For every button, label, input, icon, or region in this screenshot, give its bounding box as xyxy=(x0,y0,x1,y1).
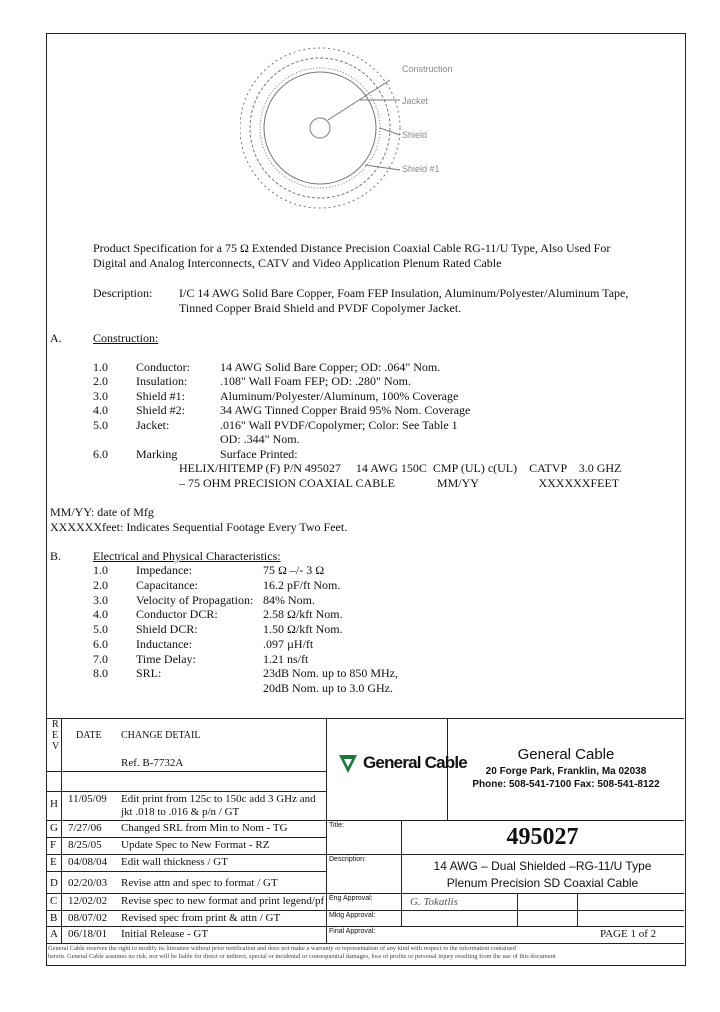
cable-description-line1: 14 AWG – Dual Shielded –RG-11/U Type xyxy=(433,859,652,873)
row-value: 1.21 ns/ft xyxy=(263,652,309,666)
row-number: 1.0 xyxy=(93,360,108,374)
eng-approval-signature: G. Tokatlis xyxy=(410,896,458,908)
cable-cross-section-diagram xyxy=(240,40,510,220)
row-label: Impedance: xyxy=(136,563,192,577)
description-field-label: Description: xyxy=(329,856,366,863)
row-value: Aluminum/Polyester/Aluminum, 100% Coverage xyxy=(220,389,459,403)
title-label: Title: xyxy=(329,822,344,829)
date-column-header: DATE xyxy=(76,730,102,741)
section-a-letter: A. xyxy=(50,331,62,345)
rev-letter: F xyxy=(50,839,57,851)
marking-line2: – 75 OHM PRECISION COAXIAL CABLE MM/YY XXXXXXFEET xyxy=(179,476,620,490)
rev-date: 04/08/04 xyxy=(68,856,108,868)
row-label: Velocity of Propagation: xyxy=(136,593,254,607)
row-value: 16.2 pF/ft Nom. xyxy=(263,578,341,592)
rev-detail: Edit wall thickness / GT xyxy=(121,856,228,868)
rev-date: 02/20/03 xyxy=(68,877,108,889)
rev-letter: E xyxy=(50,856,57,868)
row-value: .097 µH/ft xyxy=(263,637,314,651)
row-label: Jacket: xyxy=(136,418,170,432)
rev-letter: D xyxy=(50,877,58,889)
description-line2: Tinned Copper Braid Shield and PVDF Copolymer Jacket. xyxy=(179,301,462,315)
rev-detail-cont: jkt .018 to .016 & p/n / GT xyxy=(121,806,240,818)
row-number: 6.0 xyxy=(93,447,108,461)
row-label: Inductance: xyxy=(136,637,192,651)
rev-letter: G xyxy=(50,822,58,834)
diagram-label-shield: Shield xyxy=(402,130,428,140)
rev-date: 06/18/01 xyxy=(68,928,108,940)
row-value: 34 AWG Tinned Copper Braid 95% Nom. Coverage xyxy=(220,403,471,417)
diagram-label-construction: Construction xyxy=(402,64,453,74)
row-value: 1.50 Ω/kft Nom. xyxy=(263,622,343,636)
part-number: 495027 xyxy=(506,824,579,850)
rev-detail: Initial Release - GT xyxy=(121,928,209,940)
spec-title-line1: Product Specification for a 75 Ω Extended Distance Precision Coaxial Cable RG-11/U Type, Also Used For xyxy=(93,241,611,255)
row-value: OD: .344" Nom. xyxy=(220,432,300,446)
row-label: Conductor: xyxy=(136,360,190,374)
rev-column-header: R E V xyxy=(52,719,60,752)
rev-detail: Update Spec to New Format - RZ xyxy=(121,839,270,851)
row-value: .016" Wall PVDF/Copolymer; Color: See Table 1 xyxy=(220,418,458,432)
row-label: Time Delay: xyxy=(136,652,196,666)
page-number: PAGE 1 of 2 xyxy=(600,928,657,940)
rev-date: 8/25/05 xyxy=(68,839,102,851)
description-line1: I/C 14 AWG Solid Bare Copper, Foam FEP Insulation, Aluminum/Polyester/Aluminum Tape, xyxy=(179,286,629,300)
row-value: 75 Ω –/- 3 Ω xyxy=(263,563,325,577)
row-value: .108" Wall Foam FEP; OD: .280" Nom. xyxy=(220,374,411,388)
change-detail-header: CHANGE DETAIL xyxy=(121,730,201,741)
row-number: 2.0 xyxy=(93,374,108,388)
reference-number: Ref. B-7732A xyxy=(121,757,184,769)
company-name: General Cable xyxy=(517,746,615,763)
row-value: 14 AWG Solid Bare Copper; OD: .064" Nom. xyxy=(220,360,441,374)
section-b-heading: Electrical and Physical Characteristics: xyxy=(93,549,281,563)
rev-date: 11/05/09 xyxy=(68,793,107,805)
row-value: 20dB Nom. up to 3.0 GHz. xyxy=(263,681,393,695)
row-value: 84% Nom. xyxy=(263,593,315,607)
row-label: Insulation: xyxy=(136,374,188,388)
footer-disclaimer-line2: herein. General Cable assumes no risk, nor will be liable for direct or indirect, special or incidental or consequential damages, loss of profits or personal injury resulting from the use of this document xyxy=(48,953,556,960)
rev-detail: Revised spec from print & attn / GT xyxy=(121,912,281,924)
company-address: 20 Forge Park, Franklin, Ma 02038 xyxy=(485,766,647,777)
section-b-letter: B. xyxy=(50,549,62,563)
eng-approval-label: Eng Approval: xyxy=(329,895,373,902)
row-number: 5.0 xyxy=(93,622,108,636)
footer-disclaimer-line1: General Cable reserves the right to modify its literature without prior notification and does not make a warranty or representation of any kind with respect to the information contained xyxy=(48,945,516,952)
final-approval-label: Final Approval: xyxy=(329,928,376,935)
description-label: Description: xyxy=(93,286,153,300)
row-label: Capacitance: xyxy=(136,578,198,592)
row-number: 7.0 xyxy=(93,652,108,666)
mktg-approval-label: Mktg Approval: xyxy=(329,912,376,919)
row-number: 2.0 xyxy=(93,578,108,592)
note-date-of-mfg: MM/YY: date of Mfg xyxy=(50,505,154,519)
rev-letter: A xyxy=(50,928,58,940)
logo-text: General Cable xyxy=(363,753,467,772)
row-number: 4.0 xyxy=(93,607,108,621)
rev-letter: B xyxy=(50,912,58,924)
spec-title-line2: Digital and Analog Interconnects, CATV and Video Application Plenum Rated Cable xyxy=(93,256,502,270)
row-value: 2.58 Ω/kft Nom. xyxy=(263,607,343,621)
rev-letter: H xyxy=(50,798,58,810)
row-number: 4.0 xyxy=(93,403,108,417)
row-number: 3.0 xyxy=(93,593,108,607)
diagram-label-jacket: Jacket xyxy=(402,96,429,106)
row-number: 8.0 xyxy=(93,666,108,680)
section-a-heading: Construction: xyxy=(93,331,159,345)
marking-line1: HELIX/HITEMP (F) P/N 495027 14 AWG 150C CMP (UL) c(UL) CATVP 3.0 GHZ xyxy=(179,461,622,475)
diagram-label-shield-1: Shield #1 xyxy=(402,164,440,174)
row-label: Conductor DCR: xyxy=(136,607,218,621)
row-number: 6.0 xyxy=(93,637,108,651)
rev-detail: Changed SRL from Min to Nom - TG xyxy=(121,822,288,834)
rev-date: 08/07/02 xyxy=(68,912,108,924)
row-label: Shield #2: xyxy=(136,403,186,417)
note-footage: XXXXXXfeet: Indicates Sequential Footage Every Two Feet. xyxy=(50,520,348,534)
row-label: Shield #1: xyxy=(136,389,186,403)
row-number: 3.0 xyxy=(93,389,108,403)
rev-date: 7/27/06 xyxy=(68,822,102,834)
company-phone: Phone: 508-541-7100 Fax: 508-541-8122 xyxy=(472,779,660,790)
cable-description-line2: Plenum Precision SD Coaxial Cable xyxy=(446,876,639,890)
row-number: 5.0 xyxy=(93,418,108,432)
rev-date: 12/02/02 xyxy=(68,895,108,907)
row-value: 23dB Nom. up to 850 MHz, xyxy=(263,666,398,680)
row-number: 1.0 xyxy=(93,563,108,577)
row-label: SRL: xyxy=(136,666,162,680)
row-label: Marking xyxy=(136,447,178,461)
logo-mark-icon xyxy=(337,751,359,775)
row-value: Surface Printed: xyxy=(220,447,298,461)
rev-detail: Revise spec to new format and print legend/pf xyxy=(121,895,325,907)
rev-detail: Edit print from 125c to 150c add 3 GHz and xyxy=(121,793,316,805)
row-label: Shield DCR: xyxy=(136,622,198,636)
rev-letter: C xyxy=(50,895,58,907)
rev-detail: Revise attn and spec to format / GT xyxy=(121,877,278,889)
